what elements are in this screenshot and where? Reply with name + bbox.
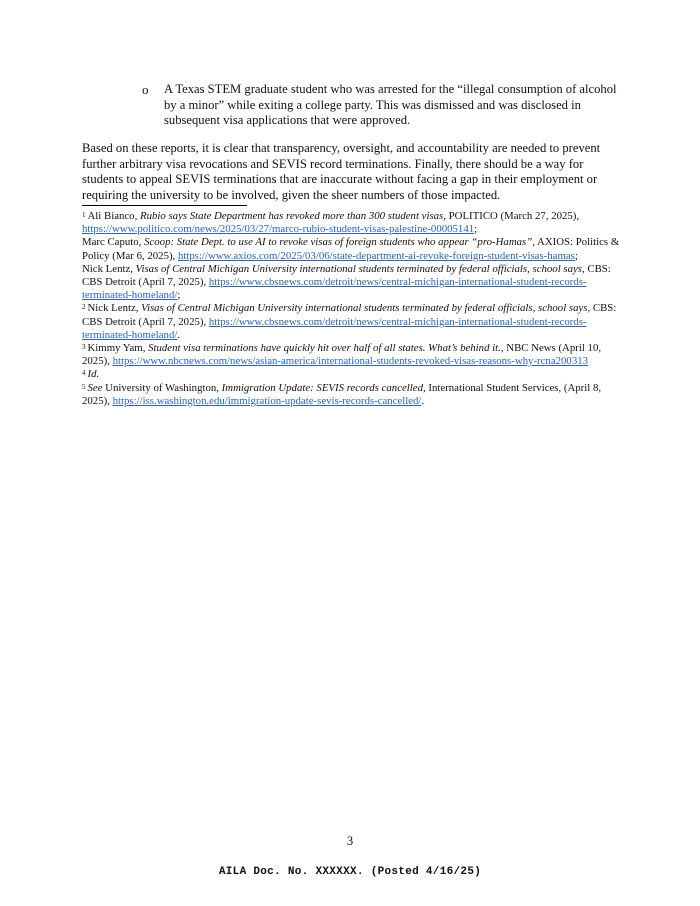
bullet-marker: o — [142, 82, 149, 97]
footnote-number: 1 — [82, 211, 86, 219]
footnote-punct: ; — [574, 249, 578, 262]
footnote-source: POLITICO (March 27, 2025), — [445, 210, 580, 222]
bullet-item — [142, 82, 622, 129]
footnote-source: AXIOS: Politics & Policy (Mar 6, 2025), — [82, 236, 620, 262]
footnote-number: 5 — [82, 382, 86, 391]
footnote-author: University of Washington, — [102, 381, 222, 394]
footnote-source: , International Student Services, (April 8, 2025), — [82, 381, 602, 407]
footnote-source: , NBC News (April 10, 2025), — [82, 342, 602, 368]
footnote-5 — [82, 382, 622, 408]
footnote-separator — [82, 205, 247, 206]
document-footer: AILA Doc. No. XXXXXX. (Posted 4/16/25) — [218, 866, 482, 878]
footnote-punct: . — [421, 394, 425, 407]
footnote-source: CBS: CBS Detroit (April 7, 2025), — [82, 302, 617, 328]
footnote-punct: . — [177, 328, 181, 341]
footnote-number: 2 — [82, 303, 86, 312]
footnote-link[interactable]: https://www.nbcnews.com/news/asian-america/international-students-revoked-visas-reasons-why-rcna200313 — [112, 355, 589, 368]
footnote-author: Nick Lentz, — [82, 262, 136, 275]
footnote-title: Immigration Update: SEVIS records cancelled — [221, 381, 423, 394]
footnote-source: CBS: CBS Detroit (April 7, 2025), — [82, 262, 611, 289]
bullet-text: A Texas STEM graduate student who was arrested for the “illegal consumption of alcohol by a minor” while exiting a college party. This was dismissed and was disclosed in subsequent visa applications that were approved. — [164, 82, 617, 128]
footnotes — [82, 210, 622, 408]
footnote-link[interactable]: https://iss.washington.edu/immigration-update-sevis-records-cancelled/ — [112, 394, 422, 407]
footnote-2 — [82, 302, 622, 342]
footnote-author: Nick Lentz, — [87, 302, 142, 315]
body-paragraph: Based on these reports, it is clear that transparency, oversight, and accountability are needed to prevent further arbitrary visa revocations and SEVIS record terminations. Finally, there should be a way for students to appeal SEVIS terminations that are inaccurate without facing a gap in their employment or requiring the university to be involved, given the sheer numbers of those impacted. — [82, 141, 601, 202]
page-number: 3 — [346, 834, 354, 848]
footnote-author: Kimmy Yam, — [87, 342, 149, 355]
footnote-link[interactable]: https://www.politico.com/news/2025/03/27/marco-rubio-student-visas-palestine-00005141 — [82, 223, 475, 236]
footnote-link[interactable]: https://www.cbsnews.com/detroit/news/central-michigan-international-student-records-terminated-homeland/ — [82, 276, 587, 302]
footnote-title: Visas of Central Michigan University international students terminated by federal officials, school says, — [135, 262, 585, 275]
footnote-punct: ; — [177, 289, 181, 302]
footnote-title: Visas of Central Michigan University international students terminated by federal officials, school says, — [141, 302, 591, 315]
footnote-1 — [82, 210, 622, 302]
footnote-author: Ali Bianco, — [87, 210, 140, 222]
footnote-title: Scoop: State Dept. to use AI to revoke visas of foreign students who appear “pro-Hamas”, — [144, 236, 535, 249]
footnote-4 — [82, 368, 622, 381]
footnote-signal: See — [87, 381, 103, 394]
footnote-title: Student visa terminations have quickly hit over half of all states. What’s behind it. — [148, 342, 501, 355]
footnote-title: Id. — [87, 368, 100, 381]
footnote-link[interactable]: https://www.cbsnews.com/detroit/news/central-michigan-international-student-records-terminated-homeland/ — [82, 315, 587, 341]
footnote-number: 3 — [82, 343, 86, 352]
footnote-number: 4 — [82, 369, 86, 378]
footnote-punct: ; — [474, 223, 478, 236]
footnote-author: Marc Caputo, — [82, 236, 145, 249]
footnote-3 — [82, 342, 622, 368]
footnote-title: Rubio says State Department has revoked more than 300 student visas, — [139, 210, 446, 222]
footnote-link[interactable]: https://www.axios.com/2025/03/06/state-department-ai-revoke-foreign-student-visas-hamas — [177, 249, 575, 262]
